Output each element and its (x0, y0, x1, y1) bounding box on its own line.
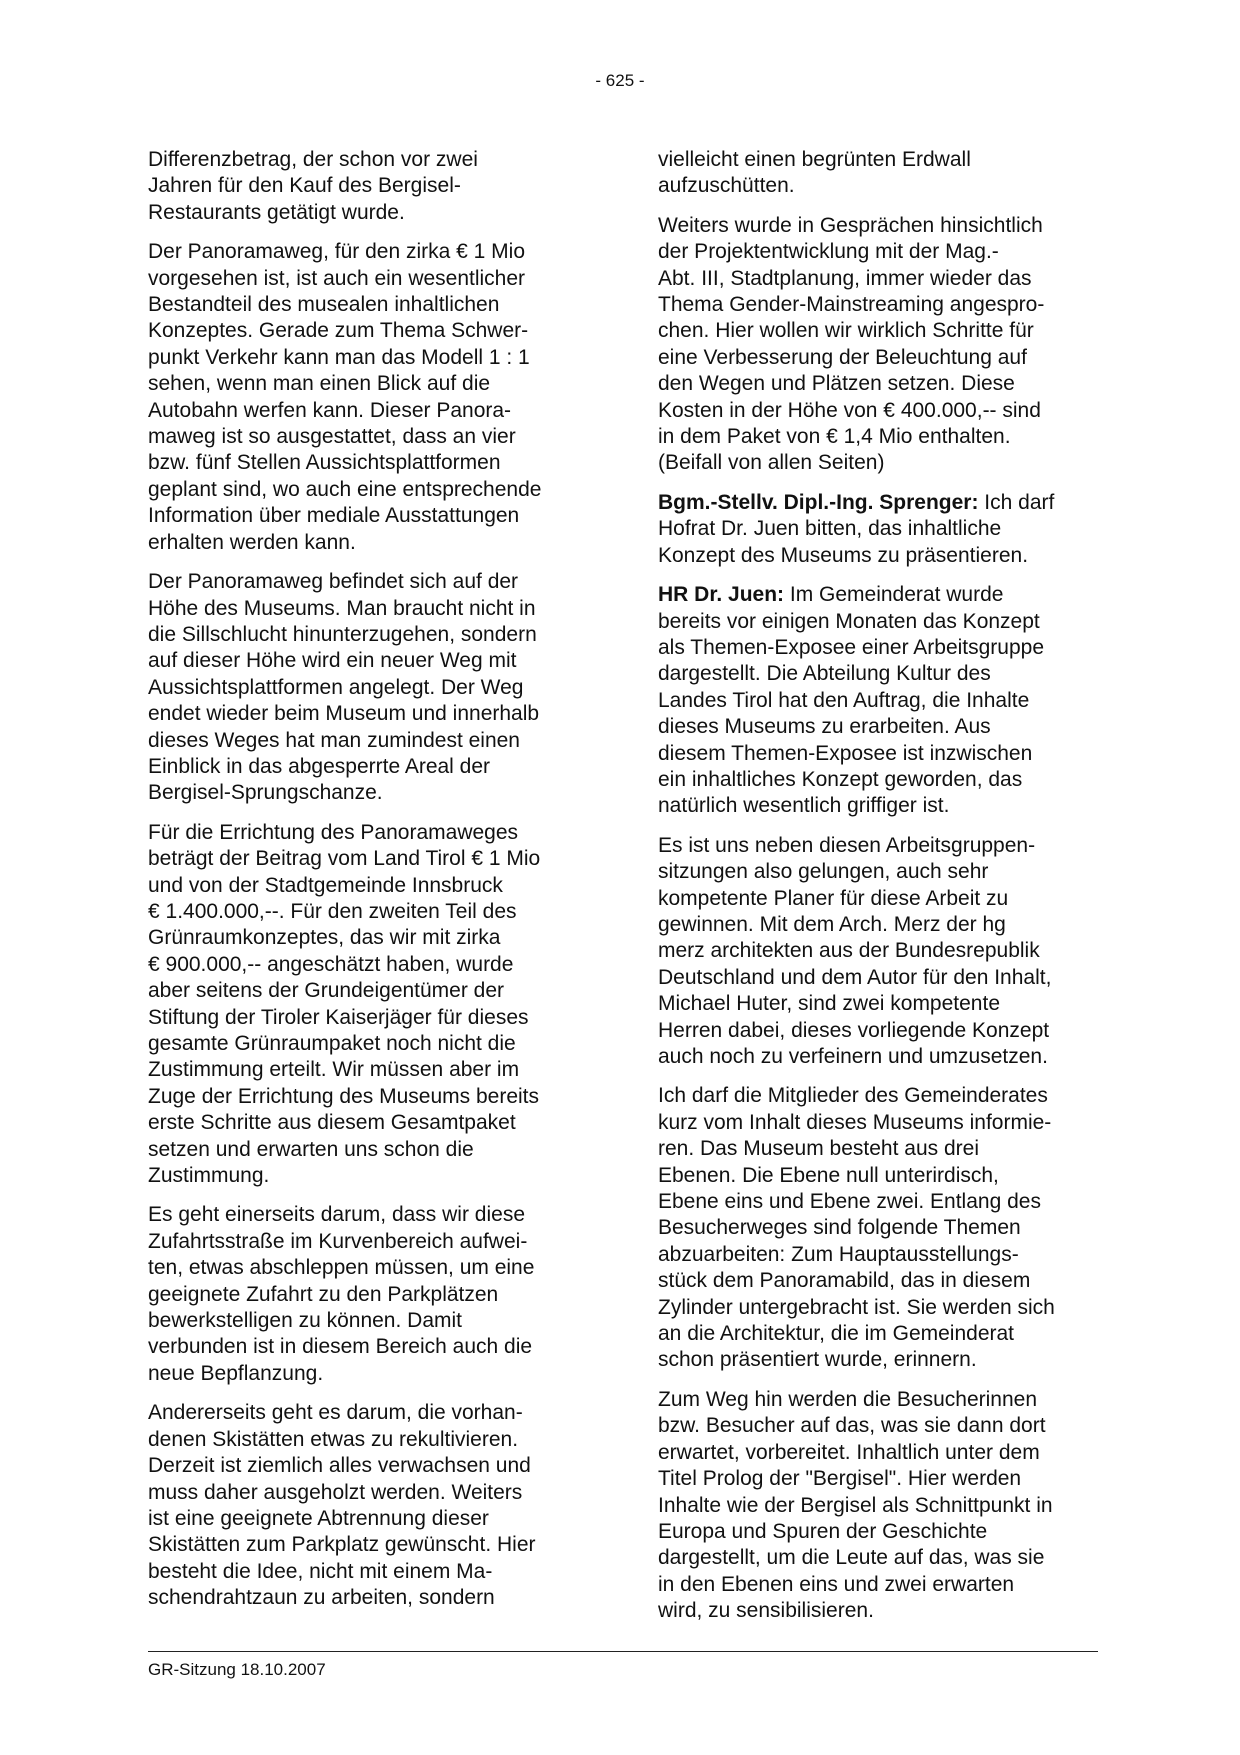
paragraph: Ich darf die Mitglieder des Gemeinderates kurz vom Inhalt dieses Museums informie- ren. Das Museum besteht aus drei Ebenen. Die Ebene null unterirdisch, Ebene eins und Ebene zwei. Entlang des Besucherweges sind folgende Themen abzuarbeiten: Zum Hauptausstellungs- stück dem Panoramabild, das in diesem Zylinder untergebracht ist. Sie werden sich an die Architektur, die im Gemeinderat schon präsentiert wurde, erinnern. (658, 1084, 1055, 1372)
paragraph: Differenzbetrag, der schon vor zwei Jahren für den Kauf des Bergisel- Restaurants getätigt wurde. (148, 148, 478, 224)
speaker-paragraph (658, 582, 1094, 820)
paragraph: Andererseits geht es darum, die vorhan- denen Skistätten etwas zu rekultivieren. Derzeit ist ziemlich alles verwachsen und muss daher ausgeholzt werden. Weiters ist eine geeignete Abtrennung dieser Skistätten zum Parkplatz gewünscht. Hier besteht die Idee, nicht mit einem Ma- schendrahtzaun zu arbeiten, sondern (148, 1401, 536, 1610)
speech-text: Ich darf Hofrat Dr. Juen bitten, das inhaltliche Konzept des Museums zu präsentieren. (658, 490, 1055, 567)
paragraph: Es ist uns neben diesen Arbeitsgruppen- sitzungen also gelungen, auch sehr kompetente Planer für diese Arbeit zu gewinnen. Mit dem Arch. Merz der hg merz architekten aus der Bundesrepublik Deutschland und dem Autor für den Inhalt, Michael Huter, sind zwei kompetente Herren dabei, dieses vorliegende Konzept auch noch zu verfeinern und umzusetzen. (658, 833, 1052, 1068)
footer-session-date: GR-Sitzung 18.10.2007 (148, 1660, 326, 1679)
paragraph: Der Panoramaweg, für den zirka € 1 Mio vorgesehen ist, ist auch ein wesentlicher Bestandteil des musealen inhaltlichen Konzeptes. Gerade zum Thema Schwer- punkt Verkehr kann man das Modell 1 : 1 sehen, wenn man einen Blick auf die Autobahn werfen kann. Dieser Panora- maweg ist so ausgestattet, dass an vier bzw. fünf Stellen Aussichtsplattformen geplant sind, wo auch eine entsprechende Information über mediale Ausstattungen erhalten werden kann. (148, 240, 542, 554)
speaker-name: HR Dr. Juen: (658, 583, 785, 607)
right-column (658, 147, 1094, 1638)
speaker-paragraph (658, 490, 1094, 569)
paragraph: Weiters wurde in Gesprächen hinsichtlich der Projektentwicklung mit der Mag.- Abt. III, Stadtplanung, immer wieder das Thema Gender-Mainstreaming angespro- chen. Hier wollen wir wirklich Schritte für eine Verbesserung der Beleuchtung auf den Wegen und Plätzen setzen. Diese Kosten in der Höhe von € 400.000,-- sind in dem Paket von € 1,4 Mio enthalten. (Beifall von allen Seiten) (658, 213, 1045, 475)
left-column (148, 147, 584, 1625)
speech-text: Im Gemeinderat wurde bereits vor einigen Monaten das Konzept als Themen-Exposee einer Arbeitsgruppe dargestellt. Die Abteilung Kultur des Landes Tirol hat den Auftrag, die Inhalte dieses Museums zu erarbeiten. Aus diesem Themen-Exposee ist inzwischen ein inhaltliches Konzept geworden, das natürlich wesentlich griffiger ist. (658, 583, 1045, 818)
paragraph: Zum Weg hin werden die Besucherinnen bzw. Besucher auf das, was sie dann dort erwartet, vorbereitet. Inhaltlich unter dem Titel Prolog der "Bergisel". Hier werden Inhalte wie der Bergisel als Schnittpunkt in Europa und Spuren der Geschichte dargestellt, um die Leute auf das, was sie in den Ebenen eins und zwei erwarten wird, zu sensibilisieren. (658, 1387, 1053, 1623)
paragraph: Es geht einerseits darum, dass wir diese Zufahrtsstraße im Kurvenbereich aufwei- ten, etwas abschleppen müssen, um eine geeignete Zufahrt zu den Parkplätzen bewerkstelligen zu können. Damit verbunden ist in diesem Bereich auch die neue Bepflanzung. (148, 1203, 535, 1385)
footer-divider (148, 1651, 1098, 1652)
speaker-name: Bgm.-Stellv. Dipl.-Ing. Sprenger: (658, 490, 979, 514)
paragraph: Für die Errichtung des Panoramaweges beträgt der Beitrag vom Land Tirol € 1 Mio und von der Stadtgemeinde Innsbruck € 1.400.000,--. Für den zweiten Teil des Grünraumkonzeptes, das wir mit zirka € 900.000,-- angeschätzt haben, wurde aber seitens der Grundeigentümer der Stiftung der Tiroler Kaiserjäger für dieses gesamte Grünraumpaket noch nicht die Zustimmung erteilt. Wir müssen aber im Zuge der Errichtung des Museums bereits erste Schritte aus diesem Gesamtpaket setzen und erwarten uns schon die Zustimmung. (148, 820, 541, 1188)
paragraph: Der Panoramaweg befindet sich auf der Höhe des Museums. Man braucht nicht in die Sillschlucht hinunterzugehen, sondern auf dieser Höhe wird ein neuer Weg mit Aussichtsplattformen angelegt. Der Weg endet wieder beim Museum und innerhalb dieses Weges hat man zumindest einen Einblick in das abgesperrte Areal der Bergisel-Sprungschanze. (148, 570, 540, 805)
paragraph: vielleicht einen begrünten Erdwall aufzuschütten. (658, 148, 971, 198)
page-number: - 625 - (595, 71, 645, 90)
